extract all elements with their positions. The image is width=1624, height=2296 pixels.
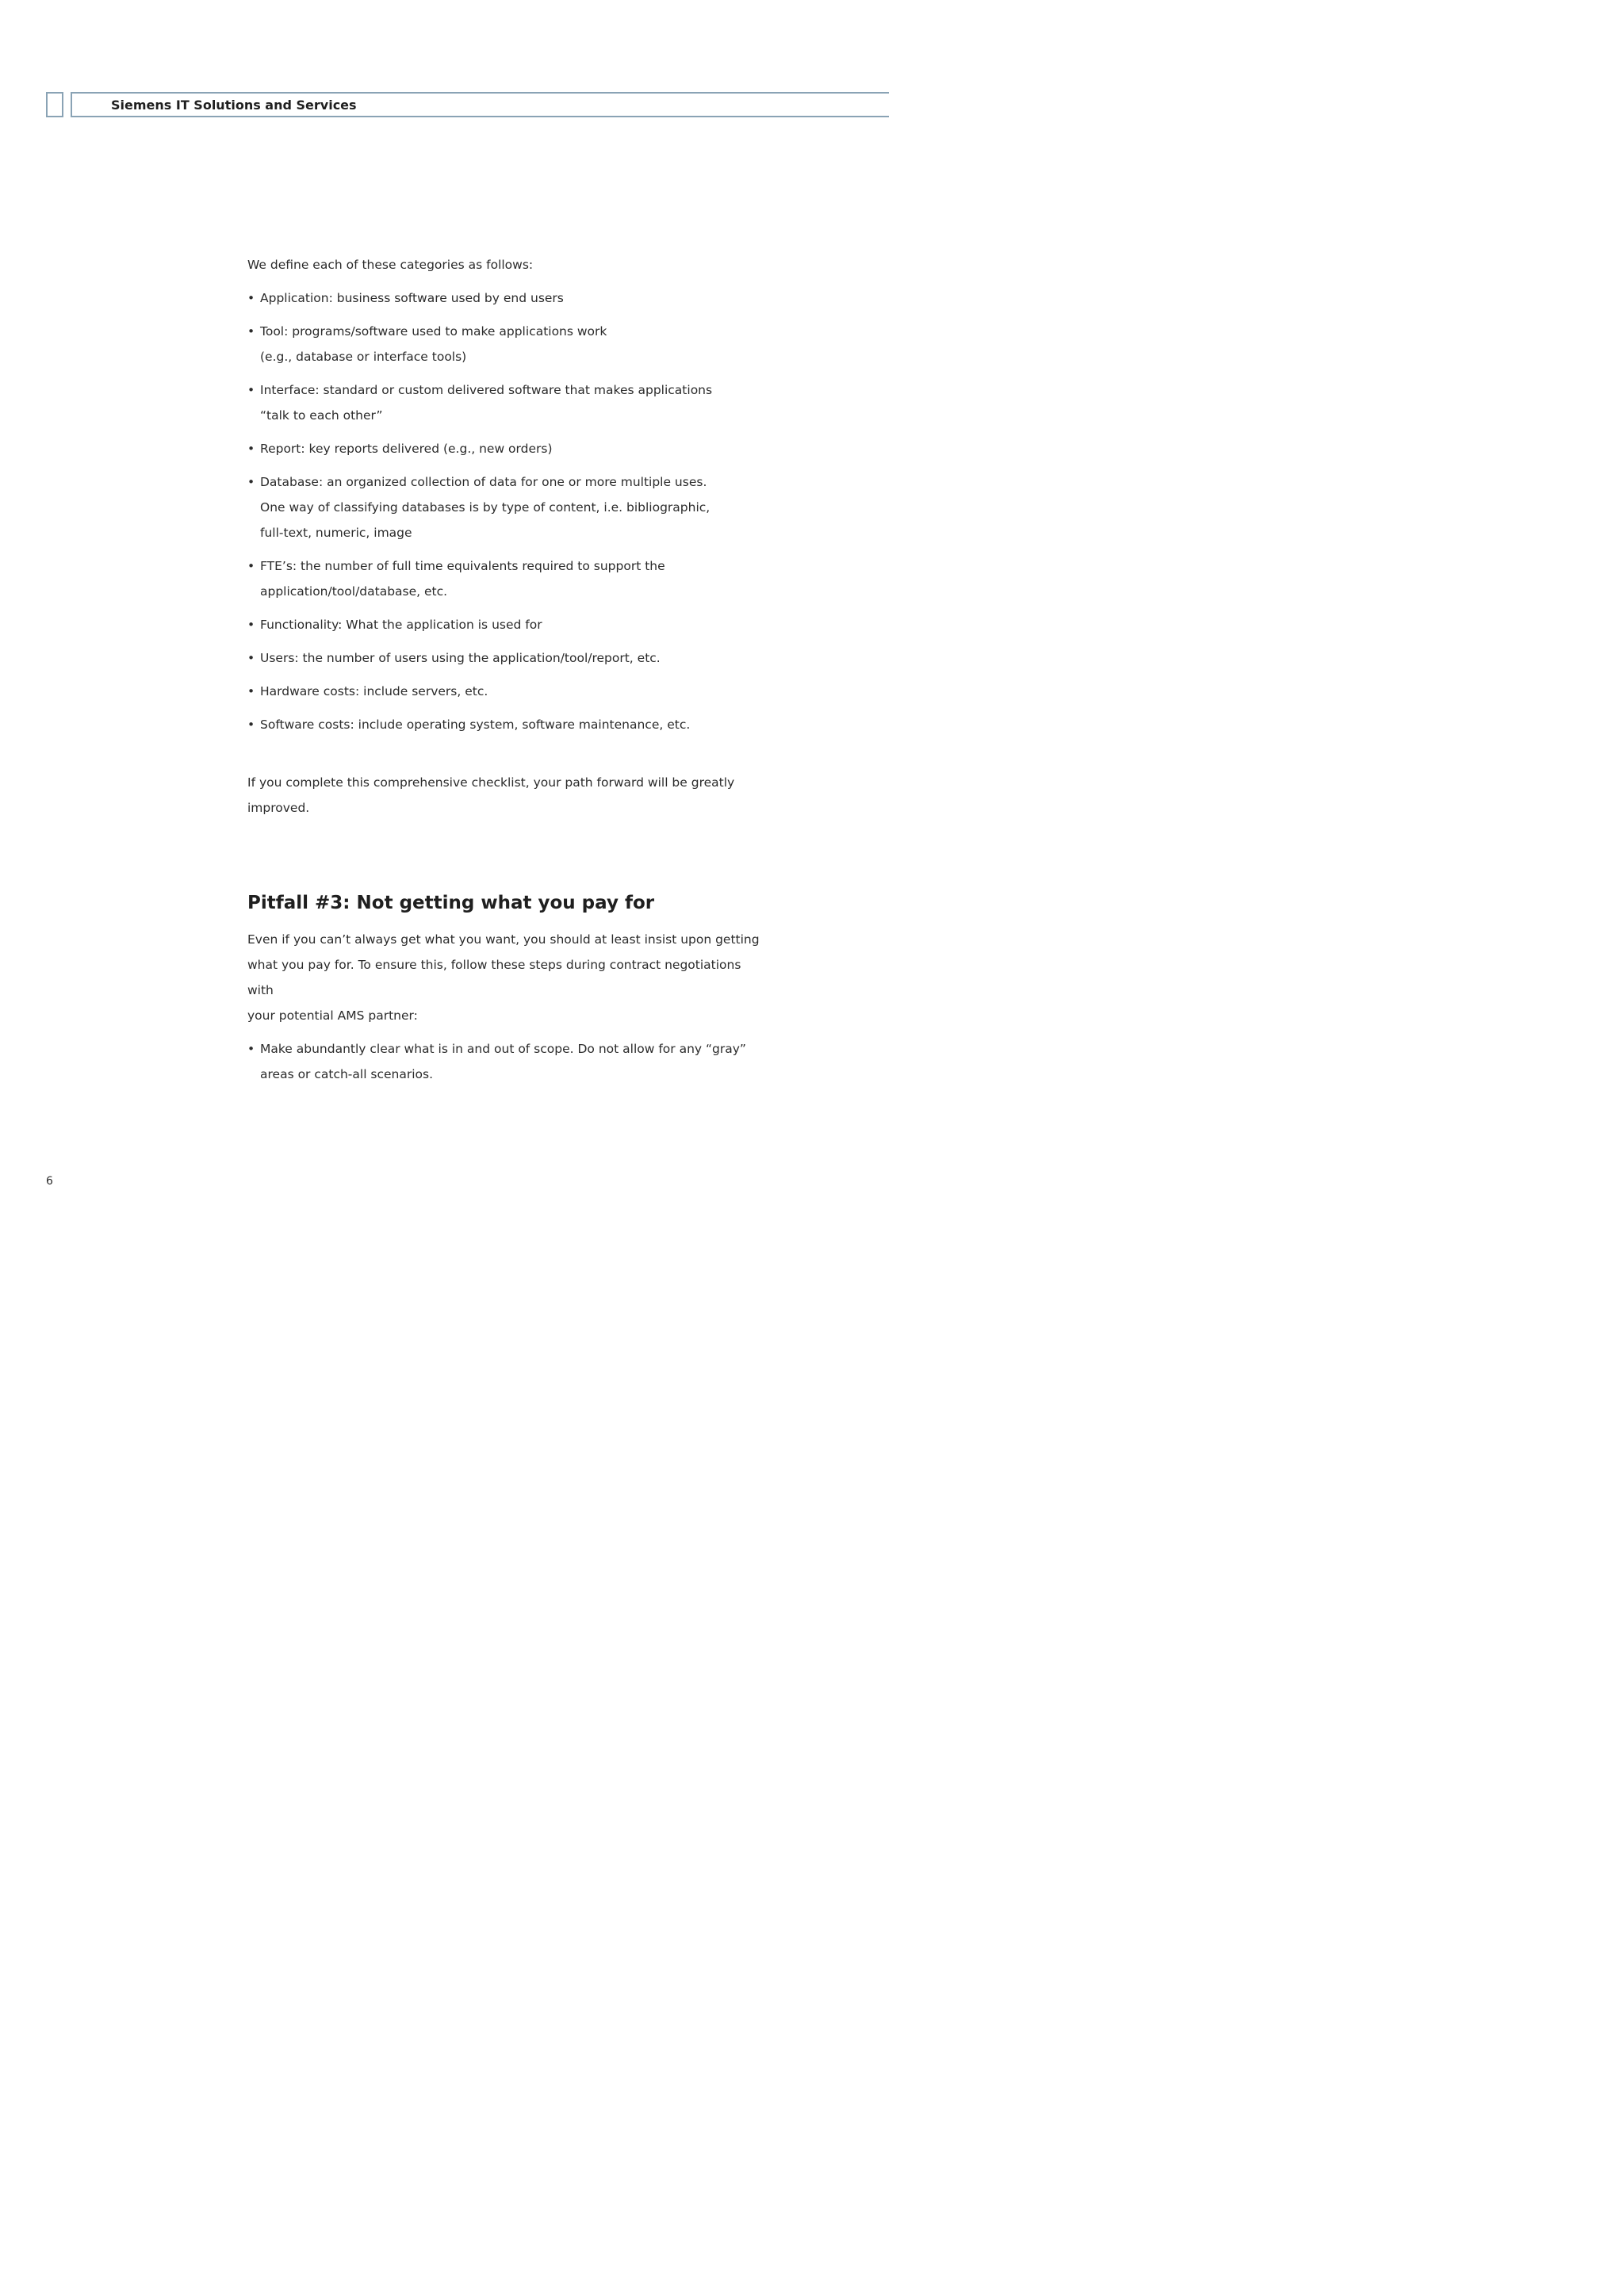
list-item (247, 612, 771, 637)
steps-list (247, 1036, 771, 1087)
list-item (247, 553, 771, 604)
list-item-line: Functionality: What the application is used for (260, 618, 542, 632)
list-item (247, 645, 771, 671)
section-body-line: your potential AMS partner: (247, 1008, 418, 1023)
list-item-line: Users: the number of users using the application/tool/report, etc. (260, 651, 661, 665)
list-item-line: full-text, numeric, image (260, 526, 412, 540)
closing-line: improved. (247, 801, 310, 815)
section-body-line: Even if you can’t always get what you want, you should at least insist upon getting (247, 932, 760, 947)
list-item-line: One way of classifying databases is by type of content, i.e. bibliographic, (260, 500, 710, 515)
main-content (247, 252, 771, 1095)
list-item-line: Hardware costs: include servers, etc. (260, 684, 488, 698)
list-item (247, 679, 771, 704)
list-item (247, 377, 771, 428)
closing-paragraph (247, 770, 771, 821)
section-body-line: what you pay for. To ensure this, follow these steps during contract negotiations with (247, 958, 741, 997)
list-item-line: Application: business software used by end users (260, 291, 564, 305)
list-item-line: application/tool/database, etc. (260, 584, 448, 599)
list-item (247, 1036, 771, 1087)
list-item-line: Tool: programs/software used to make applications work (260, 324, 607, 339)
list-item (247, 319, 771, 369)
list-item-line: Software costs: include operating system, software maintenance, etc. (260, 718, 691, 732)
list-item (247, 712, 771, 737)
section-heading: Pitfall #3: Not getting what you pay for (247, 893, 655, 913)
list-item (247, 285, 771, 311)
header-square (46, 92, 63, 117)
list-item (247, 469, 771, 545)
list-item-line: areas or catch-all scenarios. (260, 1067, 434, 1081)
list-item-line: “talk to each other” (260, 408, 383, 423)
list-item (247, 436, 771, 461)
category-list (247, 285, 771, 737)
header-bar (71, 92, 889, 117)
page-number: 6 (46, 1175, 53, 1188)
list-item-line: Make abundantly clear what is in and out of scope. Do not allow for any “gray” (260, 1042, 746, 1056)
intro-text: We define each of these categories as follows: (247, 258, 534, 272)
section-body (247, 927, 771, 1028)
list-item-line: Interface: standard or custom delivered software that makes applications (260, 383, 713, 397)
list-item-line: Database: an organized collection of data for one or more multiple uses. (260, 475, 707, 489)
header-title: Siemens IT Solutions and Services (111, 98, 357, 113)
list-item-line: FTE’s: the number of full time equivalents required to support the (260, 559, 665, 573)
list-item-line: (e.g., database or interface tools) (260, 350, 467, 364)
closing-line: If you complete this comprehensive checklist, your path forward will be greatly (247, 775, 735, 790)
list-item-line: Report: key reports delivered (e.g., new orders) (260, 442, 553, 456)
